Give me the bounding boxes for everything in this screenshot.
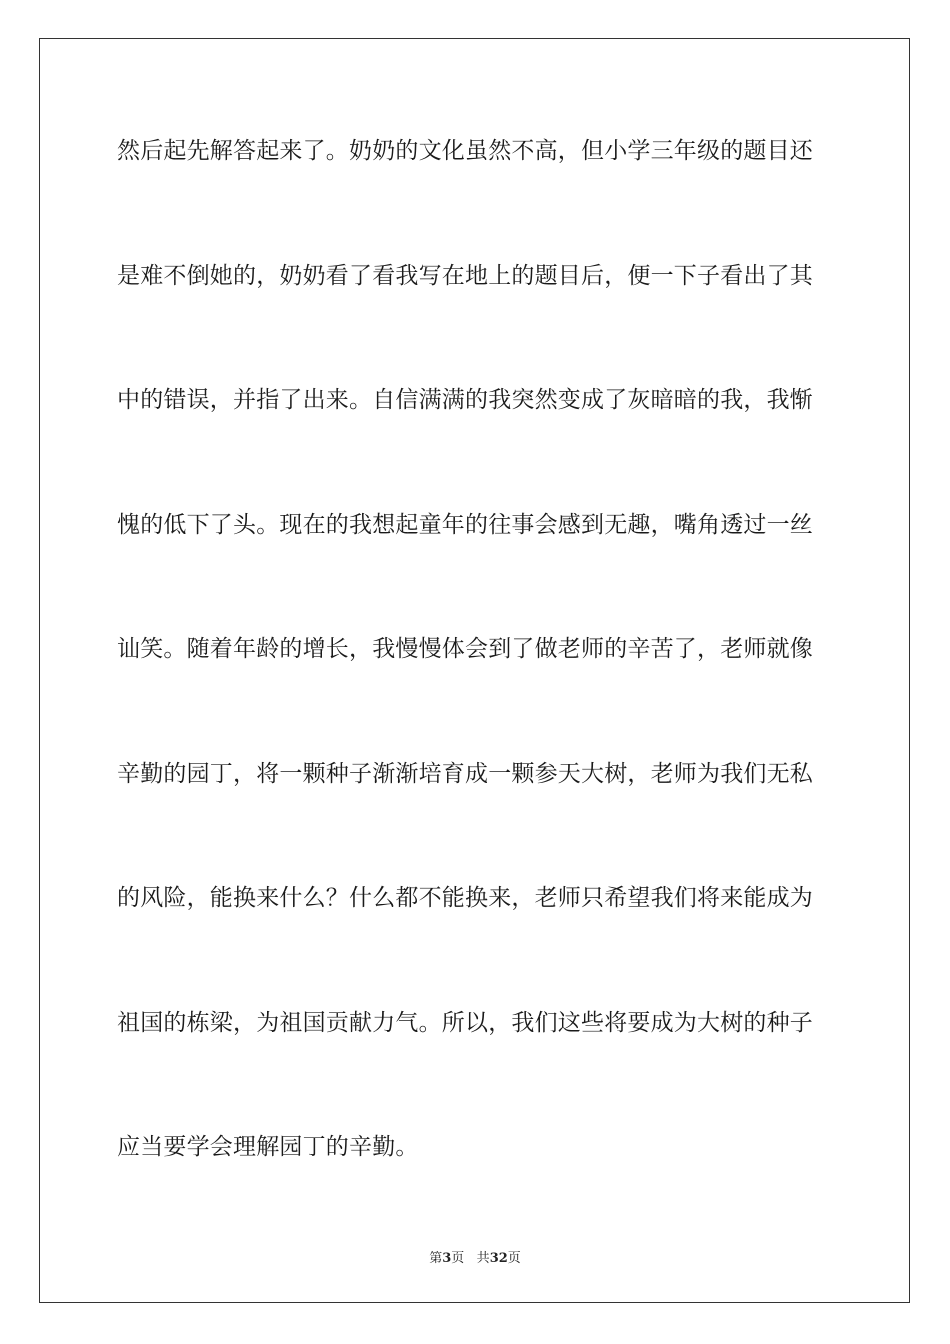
text-line: 愧的低下了头。现在的我想起童年的往事会感到无趣，嘴角透过一丝 xyxy=(117,511,813,538)
text-line: 的风险，能换来什么？什么都不能换来，老师只希望我们将来能成为 xyxy=(117,885,813,911)
text-line: 是难不倒她的，奶奶看了看我写在地上的题目后，便一下子看出了其 xyxy=(117,262,813,289)
text-line: 应当要学会理解园丁的辛勤。 xyxy=(117,1134,419,1160)
page-footer xyxy=(0,1247,950,1266)
page-prefix: 第 xyxy=(429,1251,443,1266)
text-line: 中的错误，并指了出来。自信满满的我突然变成了灰暗暗的我，我惭 xyxy=(117,387,813,413)
total-pages: 32 xyxy=(489,1251,508,1266)
text-line: 祖国的栋梁，为祖国贡献力气。所以，我们这些将要成为大树的种子 xyxy=(117,1009,813,1036)
page-suffix: 页 xyxy=(451,1251,465,1266)
document-body xyxy=(117,128,837,1249)
text-line: 讪笑。随着年龄的增长，我慢慢体会到了做老师的辛苦了，老师就像 xyxy=(117,636,813,662)
text-line: 然后起先解答起来了。奶奶的文化虽然不高，但小学三年级的题目还 xyxy=(117,138,813,164)
total-suffix: 页 xyxy=(507,1251,521,1266)
total-prefix: 共 xyxy=(476,1251,490,1266)
text-line: 辛勤的园丁，将一颗种子渐渐培育成一颗参天大树，老师为我们无私 xyxy=(117,760,813,787)
page-number: 3 xyxy=(442,1251,452,1266)
